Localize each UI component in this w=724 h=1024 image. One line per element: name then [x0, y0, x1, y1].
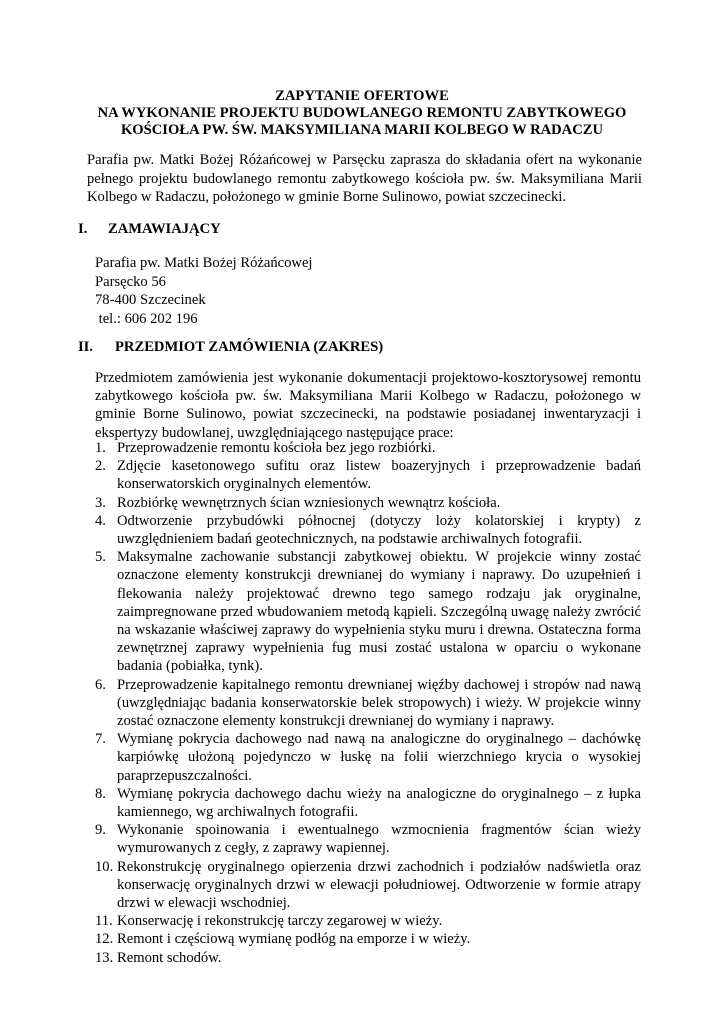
list-item	[95, 548, 641, 675]
list-item	[95, 676, 641, 731]
list-text: Rekonstrukcję oryginalnego opierzenia drzwi zachodnich i podziałów nadświetla oraz konserwację oryginalnych drzwi w elewacji południowej. Odtworzenie w formie atrapy drzwi w elewacji wschodniej.	[117, 858, 641, 912]
list-text: Wymianę pokrycia dachowego nad nawą na analogiczne do oryginalnego – dachówkę karpiówkę ułożoną pojedynczo w łuskę na folii wierzchniego krycia o wysokiej paraprzepuszczalności.	[117, 731, 641, 784]
scope-intro-paragraph: Przedmiotem zamówienia jest wykonanie dokumentacji projektowo-kosztorysowej remontu zabytkowego kościoła pw. św. Maksymiliana Marii Kolbego w Radaczu, położonego w gminie Borne Sulinowo, powiat szczecinecki, na podstawie posiadanej inwentaryzacji i ekspertyzy budowlanej, uwzględniającego następujące prace:	[95, 370, 641, 441]
list-text: Przeprowadzenie kapitalnego remontu drewnianej więźby dachowej i stropów nad nawą (uwzględniając badania konserwatorskie belek stropowych) i wieży. W projekcie winny zostać oznaczone elementy konstrukcji drewnianej do wymiany i naprawy.	[117, 676, 641, 730]
list-text: Przeprowadzenie remontu kościoła bez jego rozbiórki.	[117, 440, 436, 456]
list-item	[95, 494, 641, 512]
intro-paragraph: Parafia pw. Matki Bożej Różańcowej w Parsęcku zaprasza do składania ofert na wykonanie pełnego projektu budowlanego remontu zabytkowego kościoła pw. św. Maksymiliana Marii Kolbego w Radaczu, położonego w gminie Borne Sulinowo, powiat szczecinecki.	[87, 152, 642, 206]
list-number: 6.	[95, 676, 106, 693]
list-number: 10.	[95, 858, 114, 875]
list-text: Rozbiórkę wewnętrznych ścian wzniesionych wewnątrz kościoła.	[117, 494, 501, 511]
scope-list	[95, 439, 641, 967]
document-title	[80, 88, 644, 139]
address-line: 78-400 Szczecinek	[95, 292, 206, 309]
address-line: Parsęcko 56	[95, 273, 166, 290]
list-text: Maksymalne zachowanie substancji zabytkowej obiektu. W projekcie winny zostać oznaczone elementy konstrukcji drewnianej do wymiany i naprawy. Do uzupełnień i flekowania należy projektować drewno tego samego rodzaju jak oryginalne, zaimpregnowane przed wbudowaniem metodą kąpieli. Szczególną uwagę należy zwrócić na wskazanie właściwej zaprawy do wypełnienia styku muru i drewna. Ostateczna forma zewnętrznej zaprawy wypełnienia fug musi zostać ustalona w oparciu o wykonane badania (pobiałka, tynk).	[117, 549, 641, 675]
list-number: 1.	[95, 440, 106, 456]
list-text: Remont i częściową wymianę podłóg na emporze i w wieży.	[117, 931, 471, 948]
list-item	[95, 949, 641, 967]
list-item	[95, 785, 641, 821]
list-number: 9.	[95, 822, 106, 839]
section-title: ZAMAWIAJĄCY	[108, 221, 221, 237]
list-text: Remont schodów.	[117, 949, 222, 966]
list-item	[95, 858, 641, 913]
list-item	[95, 912, 641, 930]
list-number: 11.	[95, 913, 113, 930]
list-item	[95, 930, 641, 948]
list-number: 5.	[95, 549, 106, 566]
section-title: PRZEDMIOT ZAMÓWIENIA (ZAKRES)	[115, 339, 384, 355]
contracting-party-address	[95, 254, 312, 328]
title-line-2: NA WYKONANIE PROJEKTU BUDOWLANEGO REMONTU ZABYTKOWEGO	[97, 105, 627, 121]
list-item	[95, 730, 641, 785]
list-number: 2.	[95, 458, 106, 475]
list-text: Wykonanie spoinowania i ewentualnego wzmocnienia fragmentów ścian wieży wymurowanych z cegły, z zaprawy wapiennej.	[117, 822, 641, 857]
title-line-1: ZAPYTANIE OFERTOWE	[275, 88, 449, 104]
list-number: 3.	[95, 494, 106, 511]
list-item	[95, 457, 641, 493]
section-number: II.	[78, 339, 94, 355]
list-text: Konserwację i rekonstrukcję tarczy zegarowej w wieży.	[117, 913, 443, 930]
list-item	[95, 439, 641, 457]
list-number: 8.	[95, 785, 106, 802]
list-text: Wymianę pokrycia dachowego dachu wieży na analogiczne do oryginalnego – z łupka kamiennego, wg archiwalnych fotografii.	[117, 785, 641, 821]
phone-line: tel.: 606 202 196	[95, 310, 198, 327]
title-line-3: KOŚCIOŁA PW. ŚW. MAKSYMILIANA MARII KOLBEGO W RADACZU	[120, 122, 604, 138]
list-number: 12.	[95, 931, 114, 948]
list-item	[95, 512, 641, 548]
list-number: 7.	[95, 731, 106, 748]
list-text: Zdjęcie kasetonowego sufitu oraz listew boazeryjnych i przeprowadzenie badań konserwatorskich oryginalnych elementów.	[117, 458, 641, 493]
list-number: 4.	[95, 512, 106, 529]
address-line: Parafia pw. Matki Bożej Różańcowej	[95, 255, 313, 271]
section-number: I.	[78, 221, 88, 237]
list-text: Odtworzenie przybudówki północnej (dotyczy loży kolatorskiej i krypty) z uwzględnieniem badań geotechnicznych, na podstawie archiwalnych fotografii.	[117, 512, 641, 548]
list-item	[95, 821, 641, 857]
list-number: 13.	[95, 949, 114, 966]
